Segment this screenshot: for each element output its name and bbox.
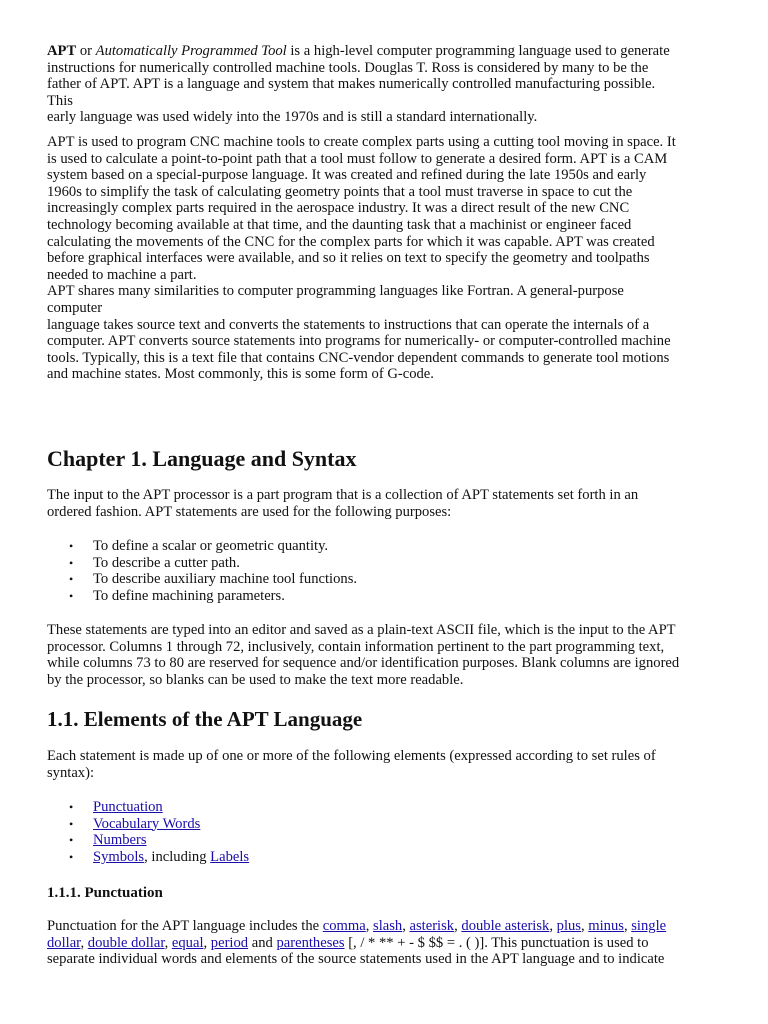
single-dollar-link-part1[interactable]: single: [631, 918, 667, 934]
intro-section: [47, 43, 727, 383]
text-line: separate individual words and elements of the source statements used in the APT language and to indicate: [47, 951, 665, 968]
labels-link[interactable]: Labels: [210, 848, 250, 865]
text-line: is used to calculate a point-to-point path that a tool must follow to generate a desired form. APT is a CAM: [47, 150, 668, 167]
chapter-heading: Chapter 1. Language and Syntax: [47, 446, 357, 471]
text-line: calculating the movements of the CNC for the complex parts for which it was capable. APT was created: [47, 233, 655, 250]
asterisk-link[interactable]: asterisk: [409, 918, 455, 934]
elements-paragraph: [47, 748, 737, 781]
elements-list: [47, 799, 249, 865]
numbers-link[interactable]: Numbers: [93, 832, 147, 849]
text-line: [47, 935, 737, 952]
slash-link[interactable]: slash: [373, 918, 403, 934]
vocabulary-words-link[interactable]: Vocabulary Words: [93, 815, 201, 832]
text-line: [47, 918, 737, 935]
text-fragment: is a high-level computer programming language used to generate: [286, 43, 670, 59]
text-line: computer. APT converts source statements into programs for numerically- or computer-controlled machine: [47, 333, 671, 350]
text-line: needed to machine a part.: [47, 266, 197, 283]
comma-link[interactable]: comma: [322, 918, 366, 934]
list-item: • To describe a cutter path.: [47, 555, 357, 572]
text-fragment: ,: [549, 918, 557, 934]
text-line: processor. Columns 1 through 72, inclusively, contain information pertinent to the part programming text,: [47, 638, 665, 655]
text-line: technology becoming available at that time, and the daunting task that a machinist or engineer faced: [47, 216, 632, 233]
double-dollar-link[interactable]: double dollar: [87, 934, 165, 951]
columns-paragraph: [47, 622, 737, 688]
text-fragment: ,: [365, 918, 374, 934]
text-line: APT is used to program CNC machine tools to create complex parts using a cutting tool moving in space. It: [47, 133, 676, 150]
intro-paragraph-2: [47, 134, 727, 283]
punctuation-paragraph: [47, 918, 737, 968]
section-heading: 1.1. Elements of the APT Language: [47, 707, 363, 731]
text-fragment: ,: [164, 934, 172, 951]
text-line: ordered fashion. APT statements are used for the following purposes:: [47, 503, 452, 520]
double-asterisk-link[interactable]: double asterisk: [461, 918, 550, 934]
text-line: These statements are typed into an editor and saved as a plain-text ASCII file, which is the input to the APT: [47, 622, 676, 638]
text-fragment: ,: [402, 918, 410, 934]
list-item: [47, 799, 249, 816]
intro-paragraph-1: [47, 43, 727, 126]
list-item: [47, 816, 249, 833]
text-line: system based on a special-purpose language. It was created and refined during the late 1950s and early: [47, 167, 647, 184]
text-line: language takes source text and converts the statements to instructions that can operate the internals of a: [47, 316, 650, 333]
equal-link[interactable]: equal: [171, 934, 204, 951]
text-line: Each statement is made up of one or more of the following elements (expressed according to set rules of: [47, 748, 656, 764]
parentheses-link[interactable]: parentheses: [276, 934, 345, 951]
text-line: before graphical interfaces were available, and so it relies on text to specify the geometry and toolpaths: [47, 250, 650, 267]
text-line: 1960s to simplify the task of calculating geometry points that a tool must traverse in space to cut the: [47, 183, 633, 200]
list-item: [47, 849, 249, 866]
text-line: and machine states. Most commonly, this is some form of G-code.: [47, 366, 434, 383]
symbols-link[interactable]: Symbols: [93, 848, 145, 865]
text-fragment: and: [248, 934, 277, 951]
text-fragment: ,: [203, 934, 211, 951]
plus-link[interactable]: plus: [556, 918, 581, 934]
text-line: The input to the APT processor is a part program that is a collection of APT statements set forth in an: [47, 487, 639, 503]
single-dollar-link-part2[interactable]: dollar: [47, 934, 81, 951]
text-line: This: [47, 92, 73, 109]
text-line: while columns 73 to 80 are reserved for sequence and/or identification purposes. Blank columns are ignored: [47, 655, 680, 672]
text-fragment: ,: [580, 918, 589, 934]
text-fragment: Punctuation for the APT language includes the: [47, 918, 323, 934]
list-item: • To describe auxiliary machine tool functions.: [47, 571, 357, 588]
apt-full-name: Automatically Programmed Tool: [95, 43, 287, 59]
text-fragment: [, / * ** + - $ $$ = . ( )]. This punctuation is used to: [344, 934, 649, 951]
text-line: tools. Typically, this is a text file that contains CNC-vendor dependent commands to generate tool motions: [47, 349, 670, 366]
intro-paragraph-3: [47, 283, 727, 383]
list-item: • To define machining parameters.: [47, 588, 357, 605]
chapter-intro-paragraph: [47, 487, 737, 520]
apt-term: APT: [47, 43, 77, 59]
minus-link[interactable]: minus: [588, 918, 624, 934]
text-line: APT shares many similarities to computer programming languages like Fortran. A general-purpose: [47, 283, 624, 300]
period-link[interactable]: period: [210, 934, 249, 951]
purposes-list: [47, 538, 357, 604]
list-item: [47, 832, 249, 849]
text-line: [47, 43, 727, 60]
punctuation-link[interactable]: Punctuation: [93, 799, 163, 815]
text-line: early language was used widely into the 1970s and is still a standard internationally.: [47, 109, 538, 126]
text-fragment: ,: [80, 934, 88, 951]
text-line: father of APT. APT is a language and system that makes numerically controlled manufacturing possible.: [47, 76, 656, 93]
text-line: syntax):: [47, 764, 95, 781]
text-fragment: ,: [454, 918, 462, 934]
text-line: instructions for numerically controlled machine tools. Douglas T. Ross is considered by many to be the: [47, 59, 649, 76]
text-fragment: , including: [144, 848, 211, 865]
text-line: computer: [47, 299, 103, 316]
text-line: by the processor, so blanks can be used to make the text more readable.: [47, 671, 464, 688]
text-fragment: or: [76, 43, 96, 59]
text-line: increasingly complex parts required in the aerospace industry. It was a direct result of the new CNC: [47, 200, 630, 217]
subsection-heading: 1.1.1. Punctuation: [47, 885, 163, 901]
list-item: • To define a scalar or geometric quantity.: [47, 538, 357, 555]
text-fragment: ,: [623, 918, 632, 934]
